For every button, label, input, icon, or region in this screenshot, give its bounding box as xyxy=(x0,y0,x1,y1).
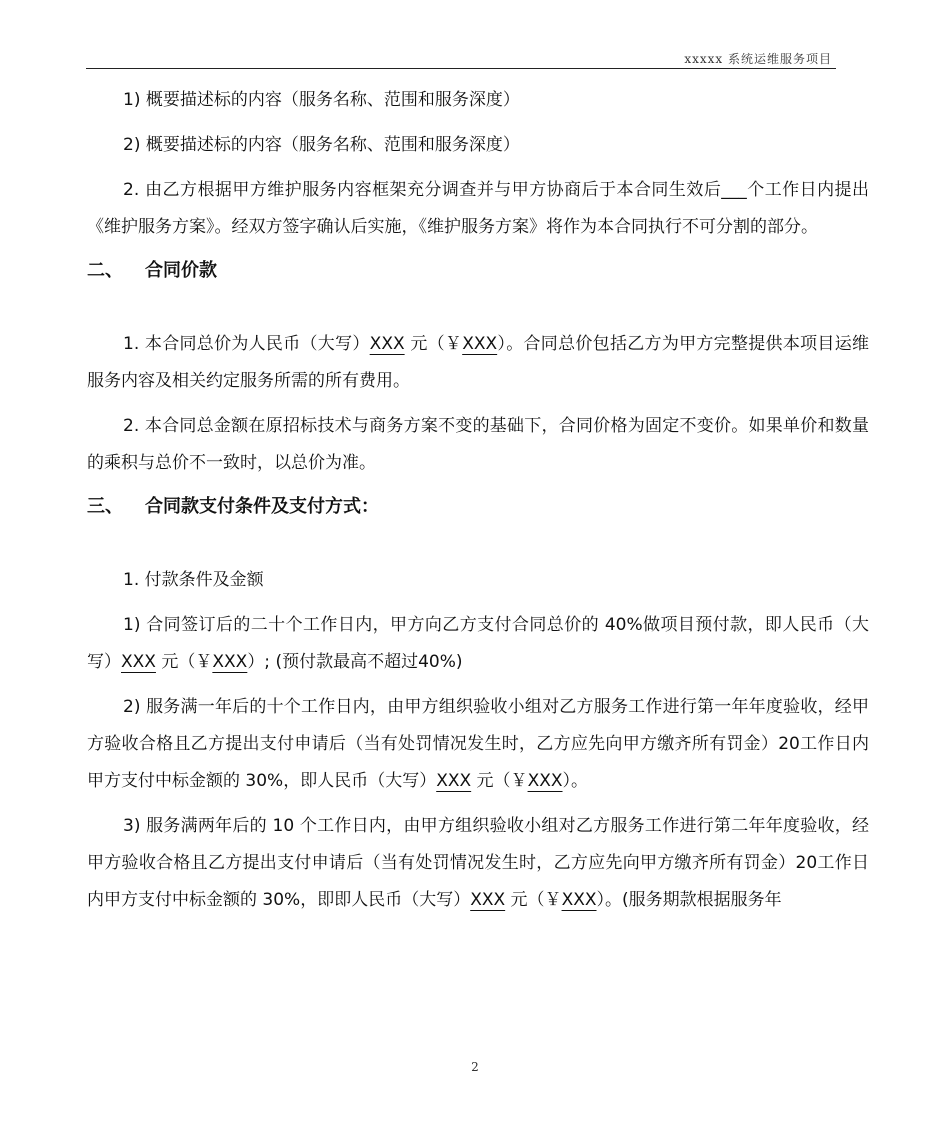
section-title: 合同价款 xyxy=(145,260,217,281)
header-title: xxxxx 系统运维服务项目 xyxy=(684,52,832,66)
blank-field: XXX xyxy=(561,890,597,910)
blank-field: XXX xyxy=(369,334,405,354)
paragraph: 2. 由乙方根据甲方维护服务内容框架充分调查并与甲方协商后于本合同生效后___个工作日内提出《维护服务方案》。经双方签字确认后实施，《维护服务方案》将作为本合同执行不可分割的部分。 xyxy=(87,180,870,237)
paragraph: 1) 合同签订后的二十个工作日内，甲方向乙方支付合同总价的 40%做项目预付款，即人民币（大写）XXX 元（￥XXX）; (预付款最高不超过40%) xyxy=(87,615,869,672)
page-header xyxy=(86,48,836,69)
blank-field: XXX xyxy=(527,771,563,791)
paragraph: 1. 付款条件及金额 xyxy=(123,570,264,590)
section-number: 二、 xyxy=(87,260,123,281)
section-number: 三、 xyxy=(87,496,123,517)
blank-field: XXX xyxy=(462,334,498,354)
paragraph: 2. 本合同总金额在原招标技术与商务方案不变的基础下，合同价格为固定不变价。如果单价和数量的乘积与总价不一致时，以总价为准。 xyxy=(87,416,869,473)
document-body xyxy=(87,82,869,919)
paragraph: 2) 服务满一年后的十个工作日内，由甲方组织验收小组对乙方服务工作进行第一年年度验收，经甲方验收合格且乙方提出支付申请后（当有处罚情况发生时，乙方应先向甲方缴齐所有罚金）20工作日内甲方支付中标金额的 30%，即人民币（大写）XXX 元（￥XXX）。 xyxy=(87,697,869,791)
blank-field: XXX xyxy=(212,652,248,672)
paragraph: 1. 本合同总价为人民币（大写）XXX 元（￥XXX）。合同总价包括乙方为甲方完整提供本项目运维服务内容及相关约定服务所需的所有费用。 xyxy=(87,334,869,391)
blank-field: XXX xyxy=(121,652,156,672)
blank-field: XXX xyxy=(436,771,472,791)
section-heading xyxy=(87,494,869,520)
paragraph: 2) 概要描述标的内容（服务名称、范围和服务深度） xyxy=(123,135,520,155)
blank-field: XXX xyxy=(470,890,506,910)
paragraph: 3) 服务满两年后的 10 个工作日内，由甲方组织验收小组对乙方服务工作进行第二年年度验收，经甲方验收合格且乙方提出支付申请后（当有处罚情况发生时，乙方应先向甲方缴齐所有罚金）20工作日内甲方支付中标金额的 30%，即即人民币（大写）XXX 元（￥XXX）。(服务期款根据服务年 xyxy=(87,816,869,910)
section-heading xyxy=(87,258,869,284)
page-number: 2 xyxy=(471,1060,479,1074)
paragraph: 1) 概要描述标的内容（服务名称、范围和服务深度） xyxy=(123,90,520,110)
section-title: 合同款支付条件及支付方式： xyxy=(145,496,379,517)
